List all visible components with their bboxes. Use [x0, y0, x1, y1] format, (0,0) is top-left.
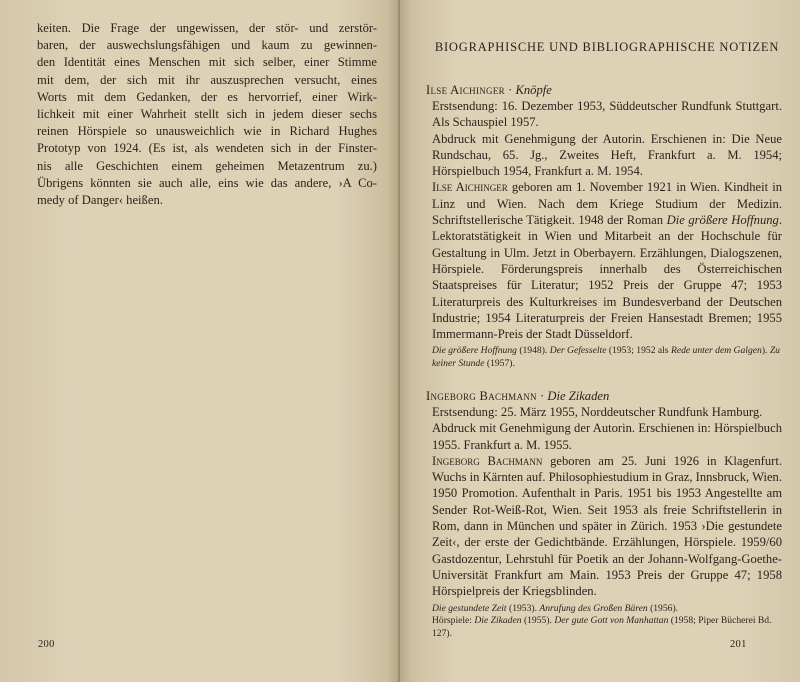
text-line: medy of Danger‹ heißen.	[37, 193, 163, 208]
heading-separator: ·	[536, 389, 548, 403]
book-title: Anrufung des Großen Bären	[539, 602, 648, 614]
book-title: Die größere Hoffnung	[432, 345, 517, 357]
text-line: nis alle Geschichten einem geheimen Metazentrum zu.)	[37, 158, 377, 173]
book-year: ).	[761, 345, 770, 357]
text-line: den Identität eines Menschen mit sich selber, einer Stimme	[37, 55, 377, 70]
entry-aichinger	[426, 82, 782, 371]
text-line: Übrigens könnten sie auch alle, eins wie das andere, ›A Co-	[37, 175, 377, 190]
text-line: baren, der auswechslungsfähigen und kaum zu gewinnen-	[37, 38, 377, 53]
text-line: reinen Hörspiele so unausweichlich wie in Richard Hughes	[37, 124, 377, 139]
text-line: keiten. Die Frage der ungewissen, der stör- und zerstör-	[37, 21, 377, 35]
book-title: Die Zikaden	[474, 615, 522, 627]
bio-name: Ilse Aichinger	[432, 180, 508, 195]
bibliography	[426, 345, 782, 370]
work-title: Die Zikaden	[547, 389, 610, 403]
book-title: Rede unter dem Galgen	[670, 345, 762, 357]
book-title: Der gute Gott von Manhattan	[554, 615, 669, 627]
biography	[426, 453, 782, 600]
book-year: (1956).	[647, 602, 679, 614]
permission-info: Abdruck mit Genehmigung der Autorin. Erschienen in: Die Neue Rundschau, 65. Jg., Zweites Heft, Frankfurt a. M. 1954; Hörspielbuch 1954, Frankfurt a. M. 1954.	[432, 131, 782, 179]
text-line: Worts mit dem Gedanken, der es hervorrief, einer Wirk-	[37, 89, 377, 104]
entry-heading	[426, 82, 782, 98]
left-page	[0, 0, 399, 682]
book-title: Die gestundete Zeit	[432, 602, 507, 614]
book-year: (1955).	[521, 615, 555, 627]
text-line: mit dem, der sich mit ihr auszusprechen versucht, eines	[37, 72, 377, 87]
book-title: Der Gefesselte	[549, 345, 607, 357]
bibliography	[426, 603, 782, 641]
book-title: Zu keiner Stunde	[432, 345, 780, 370]
author-name: Ilse Aichinger	[426, 83, 505, 97]
broadcast-info: Erstsendung: 16. Dezember 1953, Süddeutscher Rundfunk Stuttgart. Als Schauspiel 1957.	[432, 99, 782, 130]
bio-text: geboren am 1. November 1921 in Wien. Kindheit in Linz und Wien. Nach dem Kriege Studium der Medizin. Schriftstellerische Tätigkeit. 1948 der Roman	[432, 180, 783, 228]
page-number-right: 201	[730, 639, 747, 650]
entry-bachmann	[426, 388, 782, 640]
book-year: (1953).	[506, 602, 540, 614]
left-page-body	[37, 20, 377, 209]
text-line: Prototyp von 1924. (Es ist, als wendeten sich in der Finster-	[37, 141, 377, 156]
work-title: Knöpfe	[515, 83, 552, 97]
bio-text: . Lektoratstätigkeit in Wien und Mitarbeit an der Hochschule für Gestaltung in Ulm. Jetzt in Oberbayern. Erzählungen, Dialogszenen, Hörspiele. Förderungspreis innerhalb des Österreichischen Staatspreises für Literatur; 1952 Preis der Gruppe 47; 1953 Literaturpreis des Kulturkreises im Bundesverband der Deutschen Industrie; 1954 Literaturpreis der Freien Hansestadt Bremen; 1955 Immermann-Preis der Stadt Düsseldorf.	[432, 213, 782, 342]
broadcast-info: Erstsendung: 25. März 1955, Norddeutscher Rundfunk Hamburg.	[432, 405, 763, 419]
page-number-left: 200	[38, 639, 55, 650]
book-year: (1948).	[516, 345, 550, 357]
biography	[426, 179, 782, 342]
novel-title: Die größere Hoffnung	[666, 213, 779, 228]
entry-heading	[426, 388, 782, 404]
book-year: (1958; Piper Bücherei Bd. 127).	[432, 615, 772, 639]
right-page	[400, 0, 800, 682]
book-year: (1957).	[484, 358, 515, 370]
permission-info: Abdruck mit Genehmigung der Autorin. Erschienen in: Hörspielbuch 1955. Frankfurt a. M. 1955.	[432, 421, 782, 452]
running-head: BIOGRAPHISCHE UND BIBLIOGRAPHISCHE NOTIZEN	[434, 40, 780, 54]
heading-separator: ·	[504, 83, 516, 97]
book-year: (1953; 1952 als	[606, 345, 671, 357]
author-name: Ingeborg Bachmann	[426, 389, 537, 403]
text-line: lichkeit mit einer Wahrheit stellt sich in jedem dieser sechs	[37, 107, 377, 122]
bio-name: Ingeborg Bachmann	[432, 453, 543, 468]
biblio-label: Hörspiele:	[432, 615, 475, 627]
bio-text: geboren am 25. Juni 1926 in Klagenfurt. Wuchs in Kärnten auf. Philosophiestudium in Graz, Innsbruck, Wien. 1950 Promotion. Aufenthalt in Paris. 1951 bis 1953 Angestellte am Sender Rot-Weiß-Rot, Wien. Seit 1953 als freie Schriftstellerin in Rom, dann in München und später in Zürich. 1953 ›Die gestundete Zeit‹, der erste der Gedichtbände. Erzählungen, Hörspiele. 1959/60 Gastdozentur, Lehrstuhl für Poetik an der Johann-Wolfgang-Goethe-Universität Frankfurt am Main. 1953 Preis der Gruppe 47; 1958 Hörspielpreis der Kriegsblinden.	[432, 453, 783, 599]
